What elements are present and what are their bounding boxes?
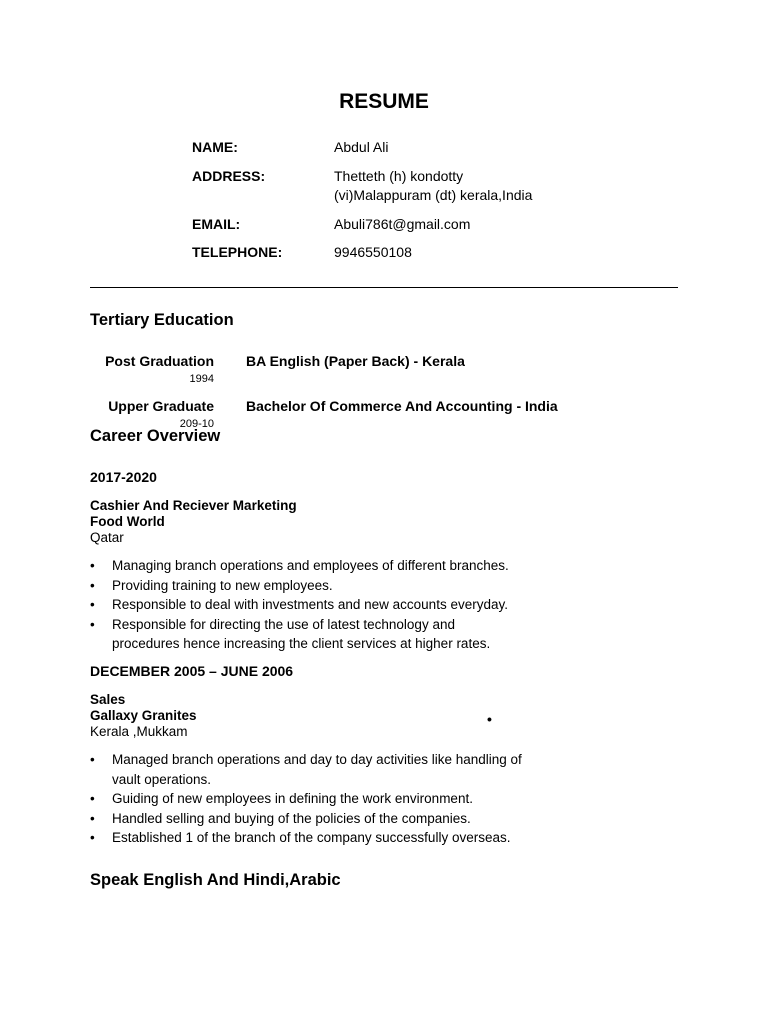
telephone-value: 9946550108 — [334, 244, 412, 260]
education-heading: Tertiary Education — [90, 311, 234, 329]
bullet-icon: • — [90, 810, 95, 826]
job-location: Kerala ,Mukkam — [90, 724, 188, 739]
name-value: Abdul Ali — [334, 139, 389, 155]
telephone-label: TELEPHONE: — [192, 244, 283, 260]
list-item: • Providing training to new employees. — [90, 576, 550, 596]
resume-title: RESUME — [339, 90, 429, 113]
education-degree: Bachelor Of Commerce And Accounting - India — [246, 398, 558, 414]
bullet-icon: • — [90, 791, 95, 806]
education-level: Post Graduation — [105, 353, 214, 369]
address-line-1: Thetteth (h) kondotty — [334, 168, 464, 184]
job-title: Cashier And Reciever Marketing — [90, 498, 297, 513]
email-value: Abuli786t@gmail.com — [334, 216, 471, 232]
section-divider — [90, 287, 678, 288]
list-item: • Responsible for directing the use of latest technology and procedures hence increasing the client services at higher rates. — [90, 616, 491, 651]
job-period: DECEMBER 2005 – JUNE 2006 — [90, 663, 294, 679]
bullet-icon: • — [90, 830, 95, 845]
list-item: • Managing branch operations and employees of different branches. — [90, 556, 550, 576]
address-line-2: (vi)Malappuram (dt) kerala,India — [334, 187, 533, 203]
stray-bullet-icon: • — [487, 711, 492, 727]
bullet-icon: • — [90, 616, 95, 632]
job-company: Gallaxy Granites — [90, 708, 197, 723]
job-company: Food World — [90, 514, 165, 529]
list-item: • Responsible to deal with investments and new accounts everyday. — [90, 595, 550, 615]
job-responsibilities — [90, 750, 550, 848]
education-degree: BA English (Paper Back) - Kerala — [246, 353, 465, 369]
career-heading: Career Overview — [90, 427, 221, 445]
email-label: EMAIL: — [192, 216, 241, 232]
job-location: Qatar — [90, 530, 124, 545]
list-item: • Managed branch operations and day to day activities like handling of vault operations. — [90, 752, 522, 787]
bullet-icon: • — [90, 558, 95, 573]
list-item: • Established 1 of the branch of the company successfully overseas. — [90, 828, 550, 848]
languages-heading: Speak English And Hindi,Arabic — [90, 871, 341, 889]
name-label: NAME: — [192, 139, 238, 155]
education-year: 209-10 — [179, 418, 214, 430]
list-item: • Handled selling and buying of the policies of the companies. — [90, 809, 550, 829]
bullet-icon: • — [90, 752, 95, 767]
education-year: 1994 — [189, 373, 214, 385]
education-level: Upper Graduate — [108, 398, 214, 414]
job-period: 2017-2020 — [90, 469, 157, 485]
bullet-icon: • — [90, 577, 95, 593]
list-item: • Guiding of new employees in defining the work environment. — [90, 789, 550, 809]
bullet-icon: • — [90, 597, 95, 612]
job-title: Sales — [90, 692, 126, 707]
job-responsibilities — [90, 556, 550, 654]
address-label: ADDRESS: — [192, 168, 266, 184]
